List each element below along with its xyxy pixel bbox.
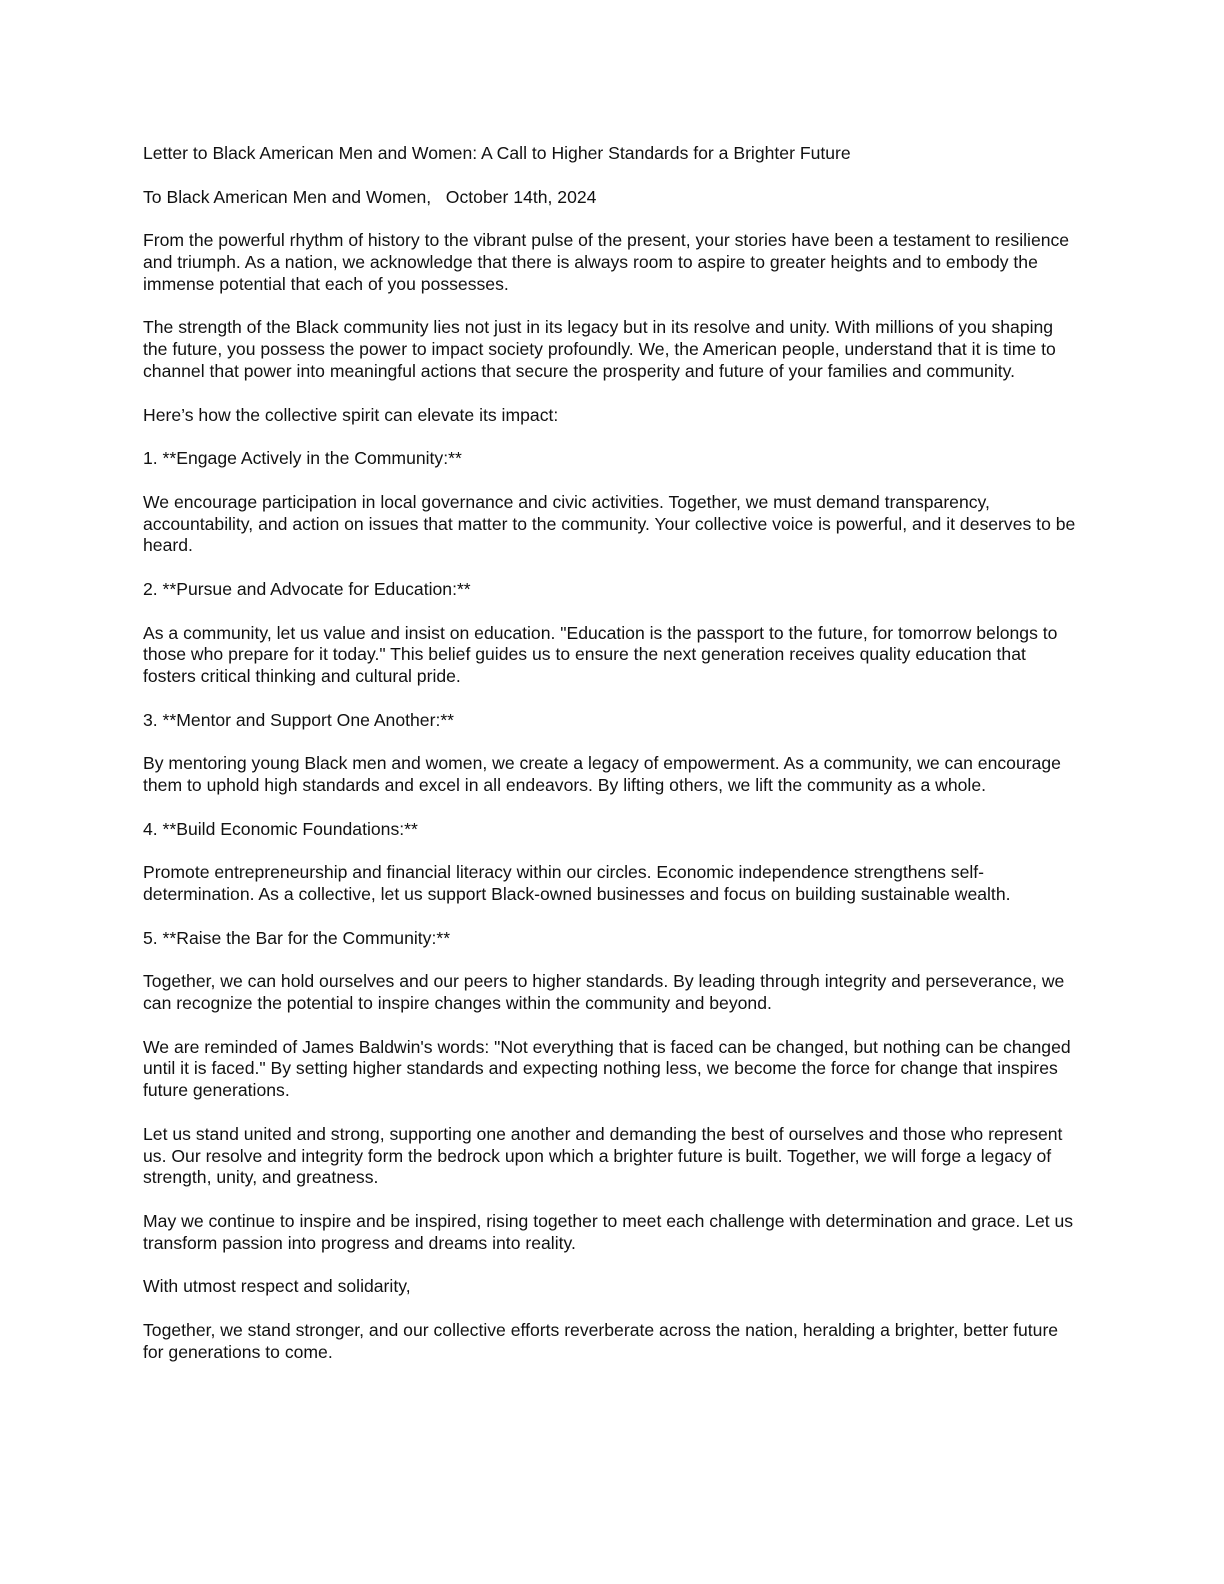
letter-page: [143, 143, 1081, 1364]
point-4-body: Promote entrepreneurship and financial literacy within our circles. Economic independence strengthens self-determination. As a collective, let us support Black-owned businesses and focus on building sustainable wealth.: [143, 862, 1011, 905]
lead-in-paragraph: Here’s how the collective spirit can elevate its impact:: [143, 404, 559, 425]
inspire-paragraph: May we continue to inspire and be inspired, rising together to meet each challenge with determination and grace. Let us transform passion into progress and dreams into reality.: [143, 1211, 1078, 1253]
final-paragraph: Together, we stand stronger, and our collective efforts reverberate across the nation, heralding a brighter, better future for generations to come.: [143, 1320, 1063, 1362]
intro-paragraph: From the powerful rhythm of history to the vibrant pulse of the present, your stories have been a testament to resilience and triumph. As a nation, we acknowledge that there is always room to aspire to greater heights and to embody the immense potential that each of you possesses.: [143, 230, 1074, 294]
point-2-heading: 2. **Pursue and Advocate for Education:**: [143, 578, 471, 599]
point-3-heading: 3. **Mentor and Support One Another:**: [143, 709, 455, 730]
point-5-heading: 5. **Raise the Bar for the Community:**: [143, 927, 451, 948]
strength-paragraph: The strength of the Black community lies not just in its legacy but in its resolve and unity. With millions of you shaping the future, you possess the power to impact society profoundly. We, the American people, understand that it is time to channel that power into meaningful actions that secure the prosperity and future of your families and community.: [143, 317, 1061, 381]
letter-title: Letter to Black American Men and Women: A Call to Higher Standards for a Brighter Future: [143, 143, 851, 163]
point-4-heading: 4. **Build Economic Foundations:**: [143, 818, 418, 839]
point-2-body: As a community, let us value and insist on education. "Education is the passport to the future, for tomorrow belongs to those who prepare for it today." This belief guides us to ensure the next generation receives quality education that fosters critical thinking and cultural pride.: [143, 622, 1063, 687]
point-3-body: By mentoring young Black men and women, we create a legacy of empowerment. As a community, we can encourage them to uphold high standards and excel in all endeavors. By lifting others, we lift the community as a whole.: [143, 753, 1066, 796]
baldwin-paragraph: We are reminded of James Baldwin's words: "Not everything that is faced can be changed, but nothing can be changed until it is faced." By setting higher standards and expecting nothing less, we become the force for change that inspires future generations.: [143, 1036, 1076, 1101]
letter-salutation: To Black American Men and Women, October 14th, 2024: [143, 186, 597, 207]
closing-line: With utmost respect and solidarity,: [143, 1276, 411, 1297]
unity-paragraph: Let us stand united and strong, supporting one another and demanding the best of ourselves and those who represent us. Our resolve and integrity form the bedrock upon which a brighter future is built. Together, we will forge a legacy of strength, unity, and greatness.: [143, 1123, 1068, 1188]
point-1-body: We encourage participation in local governance and civic activities. Together, we must demand transparency, accountability, and action on issues that matter to the community. Your collective voice is powerful, and it deserves to be heard.: [143, 491, 1081, 556]
point-5-body: Together, we can hold ourselves and our peers to higher standards. By leading through integrity and perseverance, we can recognize the potential to inspire changes within the community and beyond.: [143, 971, 1070, 1014]
point-1-heading: 1. **Engage Actively in the Community:**: [143, 448, 462, 469]
